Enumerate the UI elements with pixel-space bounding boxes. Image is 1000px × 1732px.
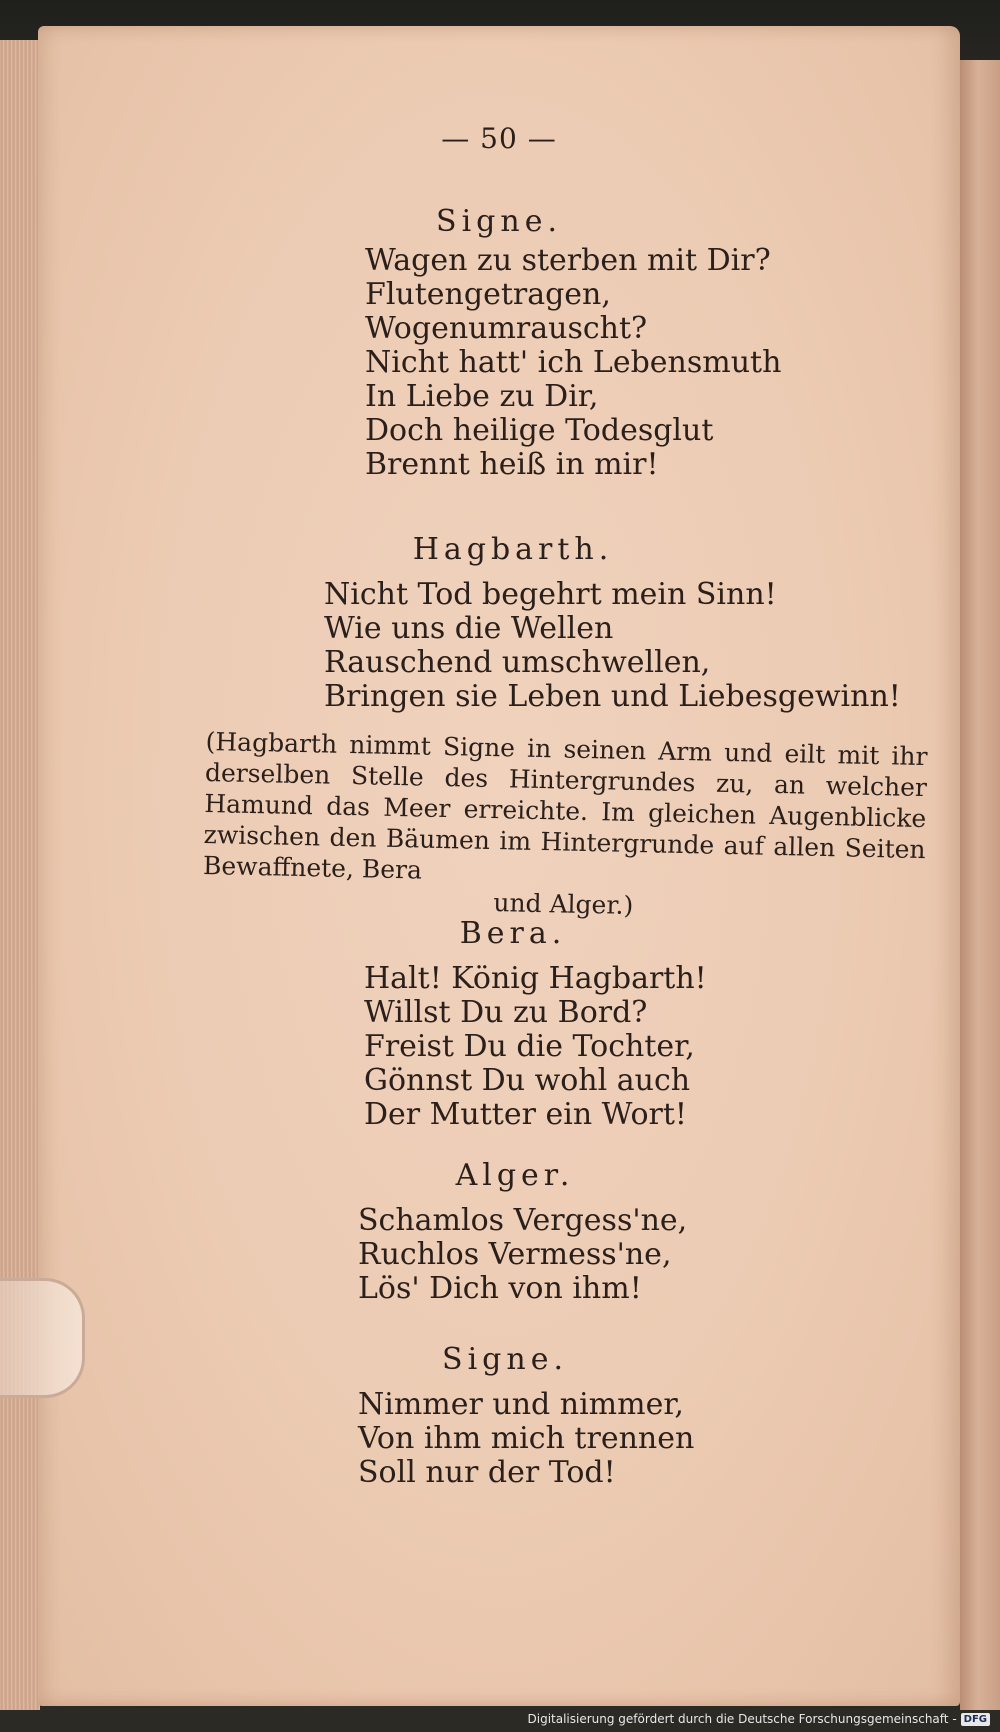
verse-line: Wie uns die Wellen [324, 611, 614, 646]
verse-line: Von ihm mich trennen [358, 1421, 695, 1456]
speaker-hagbarth: Hagbarth. [412, 532, 614, 567]
verse-line: Schamlos Vergess'ne, [358, 1203, 688, 1238]
stage-direction-text: (Hagbarth nimmt Signe in seinen Arm und eilt mit ihr derselben Stelle des Hintergrundes zu, an welcher Hamund das Meer erreichte. Im gleichen Augenblicke zwischen den Bäumen im Hintergrunde auf allen Seiten Bewaffnete, Bera [202, 726, 928, 885]
verse-line: Nimmer und nimmer, [358, 1387, 684, 1422]
digitization-footer [528, 1712, 991, 1726]
page-stack-right [960, 60, 1000, 1710]
verse-line: Willst Du zu Bord? [364, 995, 648, 1030]
speaker-alger: Alger. [455, 1158, 575, 1193]
verse-line: Soll nur der Tod! [358, 1455, 616, 1490]
verse-line: Freist Du die Tochter, [364, 1029, 695, 1064]
verse-line: Der Mutter ein Wort! [364, 1097, 687, 1132]
verse-line: Nicht Tod begehrt mein Sinn! [324, 577, 777, 612]
verse-line: Nicht hatt' ich Lebensmuth [365, 345, 782, 380]
page-number: — 50 — [441, 122, 557, 155]
dfg-logo-icon: DFG [961, 1713, 990, 1726]
verse-hagbarth [324, 578, 901, 714]
verse-bera [364, 962, 707, 1132]
speaker-bera: Bera. [459, 916, 567, 951]
verse-line: Ruchlos Vermess'ne, [358, 1237, 672, 1272]
verse-line: Doch heilige Todesglut [365, 413, 714, 448]
verse-signe-2 [358, 1388, 694, 1490]
speaker-signe-2: Signe. [442, 1342, 568, 1377]
verse-line: Bringen sie Leben und Liebesgewinn! [324, 679, 901, 714]
page-stack-left [0, 40, 40, 1710]
verse-line: In Liebe zu Dir, [365, 379, 599, 414]
footer-text: Digitalisierung gefördert durch die Deutsche Forschungsgemeinschaft - [527, 1712, 957, 1726]
verse-line: Wagen zu sterben mit Dir? [365, 243, 771, 278]
verse-line: Flutengetragen, [365, 277, 611, 312]
verse-line: Wogenumrauscht? [365, 311, 648, 346]
stage-direction-last-line: und Alger.) [493, 888, 634, 920]
verse-signe-1 [365, 244, 781, 482]
speaker-signe: Signe. [436, 204, 562, 239]
verse-alger [358, 1204, 687, 1306]
verse-line: Rauschend umschwellen, [324, 645, 711, 680]
stage-direction [202, 726, 928, 927]
page-content [38, 26, 960, 1706]
verse-line: Brennt heiß in mir! [365, 447, 659, 482]
verse-line: Halt! König Hagbarth! [364, 961, 707, 996]
verse-line: Gönnst Du wohl auch [364, 1063, 691, 1098]
verse-line: Lös' Dich von ihm! [358, 1271, 642, 1306]
